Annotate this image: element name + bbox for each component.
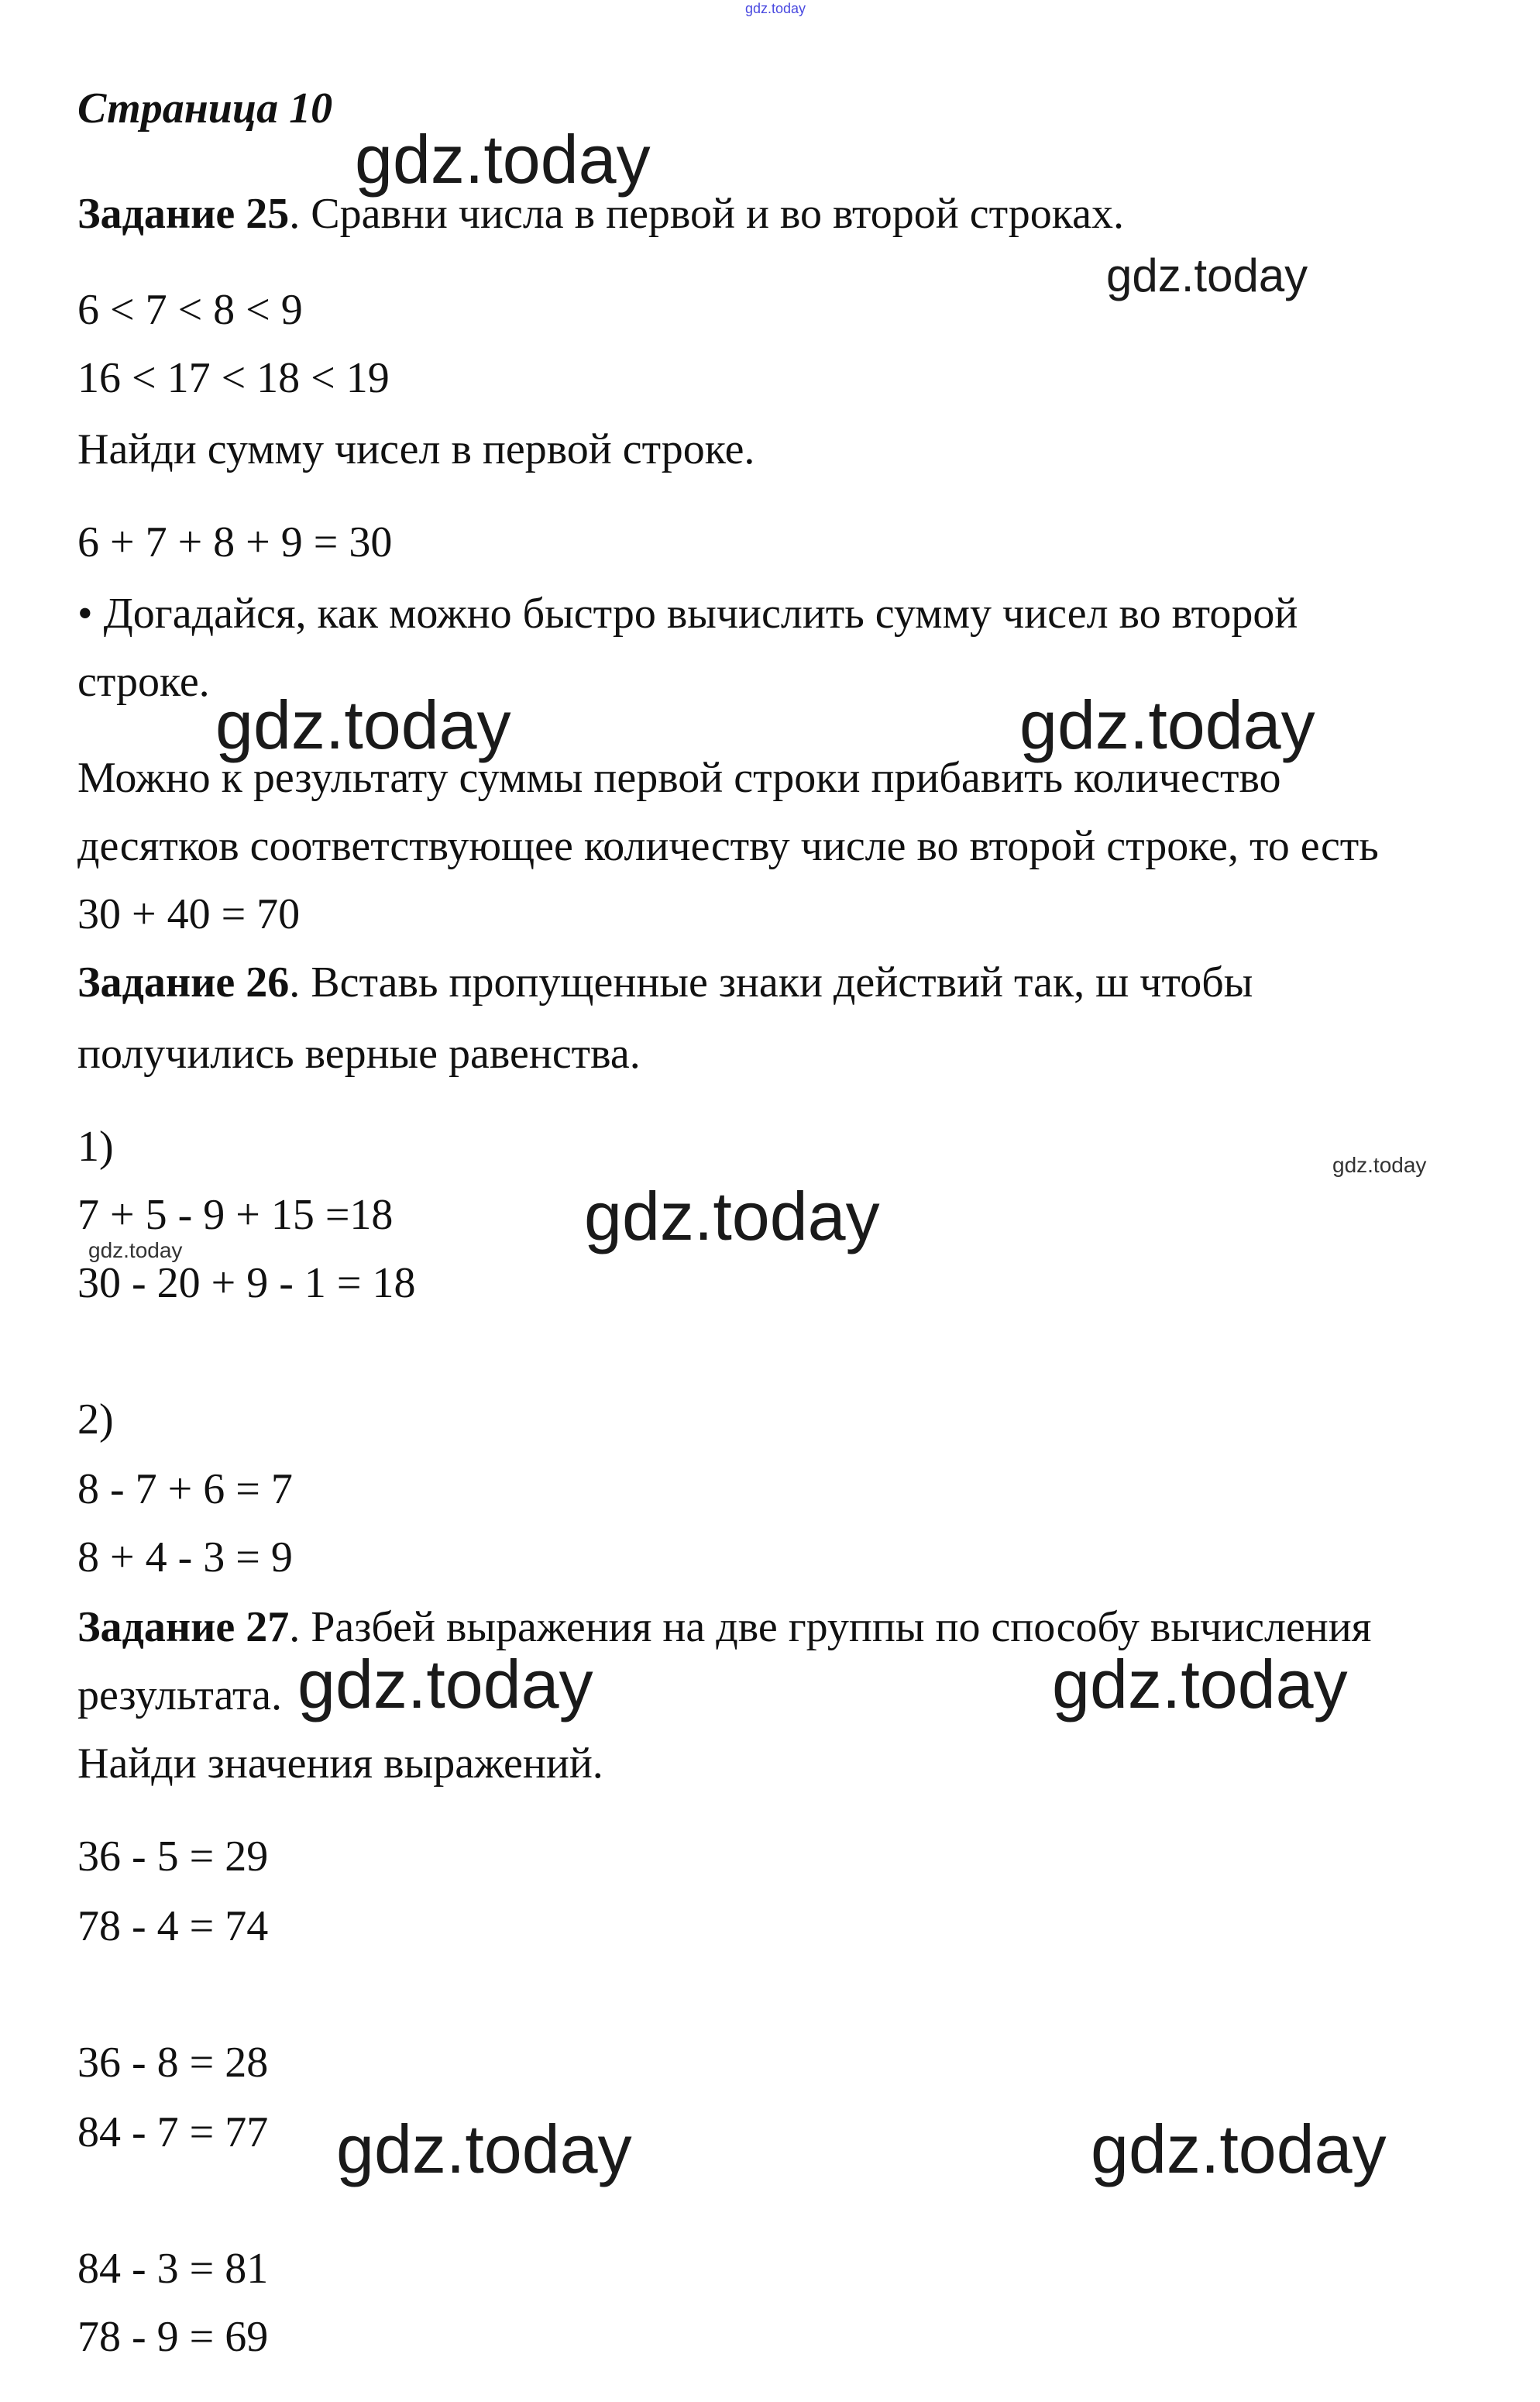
task-text: . Вставь пропущенные знаки действий так, ш чтобы — [289, 958, 1253, 1007]
answer-line: Можно к результату суммы первой строки прибавить количество — [77, 754, 1281, 802]
watermark: gdz.today — [1106, 249, 1308, 301]
watermark: gdz.today — [336, 2111, 632, 2187]
watermark: gdz.today — [1019, 687, 1315, 763]
equation: 84 - 7 = 77 — [77, 2108, 269, 2156]
task-text-line: результата. — [77, 1671, 282, 1719]
answer-line: 30 + 40 = 70 — [77, 890, 301, 938]
task-text-line: получились верные равенства. — [77, 1030, 641, 1078]
equation: 78 - 4 = 74 — [77, 1902, 269, 1950]
watermark: gdz.today — [1052, 1646, 1348, 1722]
equation: 36 - 5 = 29 — [77, 1832, 269, 1881]
page-title: Страница 10 — [77, 84, 333, 132]
question-line: строке. — [77, 658, 210, 706]
sum: 6 + 7 + 8 + 9 = 30 — [77, 518, 393, 566]
part-label: 2) — [77, 1395, 114, 1444]
equation: 78 - 9 = 69 — [77, 2313, 269, 2361]
question-line: • Догадайся, как можно быстро вычислить сумму чисел во второй — [77, 590, 1298, 638]
instruction: Найди сумму чисел в первой строке. — [77, 425, 755, 473]
watermark: gdz.today — [1332, 1153, 1427, 1177]
task-text: . Разбей выражения на две группы по способу вычисления — [289, 1603, 1372, 1651]
answer-line: десятков соответствующее количеству числе во второй строке, то есть — [77, 822, 1379, 870]
equation: 30 - 20 + 9 - 1 = 18 — [77, 1259, 416, 1307]
task-26-heading — [77, 952, 1253, 1013]
task-text: . Сравни числа в первой и во второй строках. — [289, 190, 1124, 238]
watermark: gdz.today — [215, 687, 511, 763]
task-label: Задание 26 — [77, 958, 290, 1007]
equation: 36 - 8 = 28 — [77, 2039, 269, 2087]
watermark: gdz.today — [584, 1178, 880, 1254]
watermark: gdz.today — [745, 1, 806, 16]
row-2: 16 < 17 < 18 < 19 — [77, 354, 390, 402]
equation: 7 + 5 - 9 + 15 =18 — [77, 1191, 394, 1239]
watermark: gdz.today — [1091, 2111, 1387, 2187]
row-1: 6 < 7 < 8 < 9 — [77, 286, 303, 334]
task-label: Задание 25 — [77, 190, 290, 238]
equation: 8 + 4 - 3 = 9 — [77, 1533, 293, 1581]
watermark: gdz.today — [88, 1238, 183, 1262]
equation: 8 - 7 + 6 = 7 — [77, 1465, 293, 1513]
task-25-heading — [77, 183, 1124, 245]
part-label: 1) — [77, 1123, 114, 1171]
instruction: Найди значения выражений. — [77, 1740, 603, 1788]
task-label: Задание 27 — [77, 1603, 290, 1651]
watermark: gdz.today — [355, 121, 651, 198]
equation: 84 - 3 = 81 — [77, 2245, 269, 2293]
watermark: gdz.today — [297, 1646, 593, 1722]
